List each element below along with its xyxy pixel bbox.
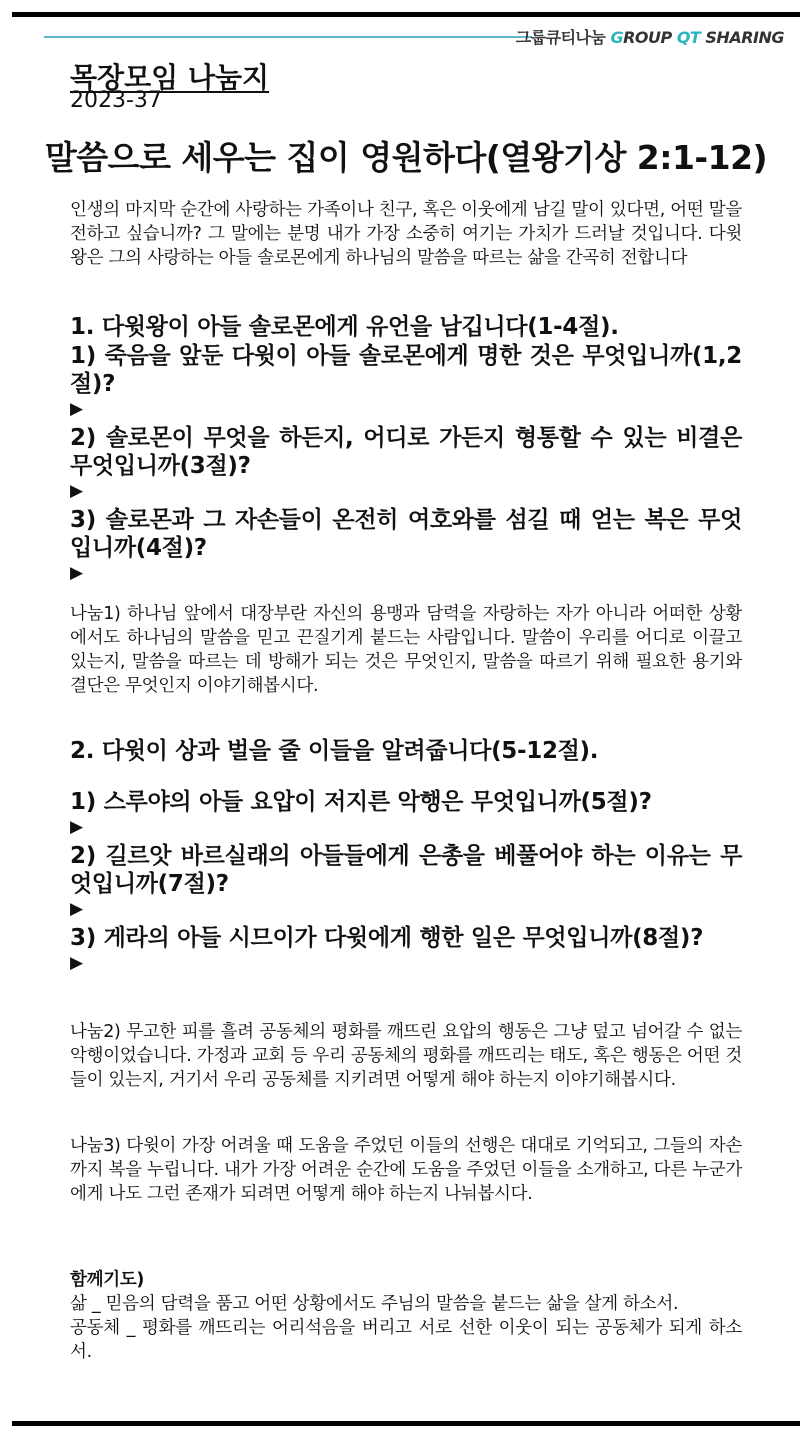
section-1-question-3: 3) 솔로몬과 그 자손들이 온전히 여호와를 섬길 때 얻는 복은 무엇입니까(4절)?	[70, 507, 742, 561]
intro-text: 인생의 마지막 순간에 사랑하는 가족이나 친구, 혹은 이웃에게 남길 말이 있다면, 어떤 말을 전하고 싶습니까? 그 말에는 분명 내가 가장 소중히 여기는 가치가 드러날 것입니다. 다윗왕은 그의 사랑하는 아들 솔로몬에게 하나님의 말씀을 따르는 삶을 간곡히 전합니다	[70, 200, 742, 268]
sermon-title: 말씀으로 세우는 집이 영원하다(열왕기상 2:1-12)	[44, 138, 768, 177]
share-2	[70, 1020, 742, 1092]
section-1-heading: 1. 다윗왕이 아들 솔로몬에게 유언을 남깁니다(1-4절).	[70, 314, 619, 340]
bottom-border	[12, 1421, 800, 1426]
brand-divider	[44, 36, 532, 38]
section-2-question-2: 2) 길르앗 바르실래의 아들들에게 은총을 베풀어야 하는 이유는 무엇입니까(7절)?	[70, 843, 742, 897]
document-number: 2023-37	[70, 88, 162, 113]
section-2-question-3: 3) 게라의 아들 시므이가 다윗에게 행한 일은 무엇입니까(8절)?	[70, 925, 704, 951]
answer-arrow: ▶	[70, 899, 84, 919]
intro-paragraph	[70, 198, 742, 270]
prayer-section	[70, 1268, 742, 1364]
brand-english: GROUP QT SHARING	[610, 28, 784, 47]
answer-arrow: ▶	[70, 563, 84, 583]
top-border	[12, 12, 800, 17]
answer-arrow: ▶	[70, 399, 84, 419]
share-3	[70, 1134, 742, 1206]
document-title: 목장모임 나눔지	[70, 61, 270, 94]
section-1	[70, 312, 742, 584]
prayer-title: 함께기도)	[70, 1270, 145, 1290]
section-2-heading: 2. 다윗이 상과 벌을 줄 이들을 알려줍니다(5-12절).	[70, 738, 599, 764]
prayer-line-life: 삶 _ 믿음의 담력을 품고 어떤 상황에서도 주님의 말씀을 붙드는 삶을 살게 하소서.	[70, 1294, 679, 1314]
section-2	[70, 736, 742, 974]
section-1-question-2: 2) 솔로몬이 무엇을 하든지, 어디로 가든지 형통할 수 있는 비결은 무엇입니까(3절)?	[70, 425, 742, 479]
brand-logo	[516, 25, 784, 48]
brand-korean: 그룹큐티나눔	[515, 28, 606, 47]
section-1-question-1: 1) 죽음을 앞둔 다윗이 아들 솔로몬에게 명한 것은 무엇입니까(1,2절)?	[70, 343, 742, 397]
prayer-line-community: 공동체 _ 평화를 깨뜨리는 어리석음을 버리고 서로 선한 이웃이 되는 공동체가 되게 하소서.	[70, 1318, 742, 1362]
section-2-question-1: 1) 스루야의 아들 요압이 저지른 악행은 무엇입니까(5절)?	[70, 789, 652, 815]
share-3-text: 나눔3) 다윗이 가장 어려울 때 도움을 주었던 이들의 선행은 대대로 기억되고, 그들의 자손까지 복을 누립니다. 내가 가장 어려운 순간에 도움을 주었던 이들을 소개하고, 다른 누군가에게 나도 그런 존재가 되려면 어떻게 해야 하는지 나눠봅시다.	[70, 1136, 742, 1204]
answer-arrow: ▶	[70, 953, 84, 973]
share-1	[70, 602, 742, 698]
answer-arrow: ▶	[70, 817, 84, 837]
share-1-text: 나눔1) 하나님 앞에서 대장부란 자신의 용맹과 담력을 자랑하는 자가 아니라 어떠한 상황에서도 하나님의 말씀을 믿고 끈질기게 붙드는 사람입니다. 말씀이 우리를 어디로 이끌고 있는지, 말씀을 따르는 데 방해가 되는 것은 무엇인지, 말씀을 따르기 위해 필요한 용기와 결단은 무엇인지 이야기해봅시다.	[70, 604, 742, 696]
answer-arrow: ▶	[70, 481, 84, 501]
share-2-text: 나눔2) 무고한 피를 흘려 공동체의 평화를 깨뜨린 요압의 행동은 그냥 덮고 넘어갈 수 없는 악행이었습니다. 가정과 교회 등 우리 공동체의 평화를 깨뜨리는 태도, 혹은 행동은 어떤 것들이 있는지, 거기서 우리 공동체를 지키려면 어떻게 해야 하는지 이야기해봅시다.	[70, 1022, 742, 1090]
